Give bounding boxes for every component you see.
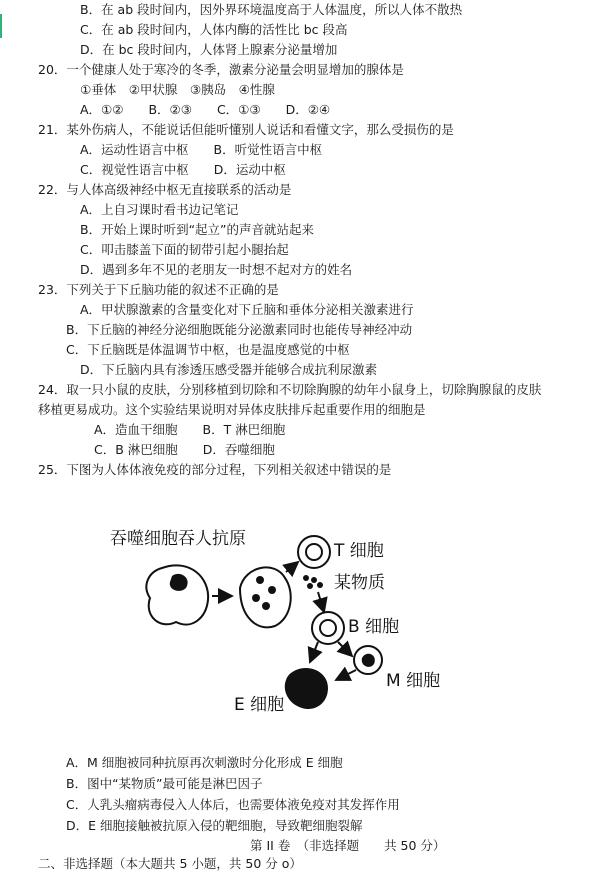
substance-dot-3 [307, 583, 313, 589]
q25-option-a: A．M 细胞被同种抗原再次刺激时分化形成 E 细胞 [66, 755, 343, 770]
t-cell-shape [298, 536, 330, 568]
q20-stem: 20．一个健康人处于寒冷的冬季，激素分泌量会明显增加的腺体是 [38, 62, 404, 77]
q24-options-ab: A．造血干细胞 B．T 淋巴细胞 [94, 422, 286, 437]
q25-option-c: C．人乳头瘤病毒侵入人体后，也需要体液免疫对其发挥作用 [66, 797, 400, 812]
arrow-b-cell-to-e-cell [310, 642, 318, 662]
substance-dot-2 [311, 577, 317, 583]
q23-option-b: B．下丘脑的神经分泌细胞既能分泌激素同时也能传导神经冲动 [66, 322, 413, 337]
t-cell-nucleus [306, 544, 322, 560]
q24-stem-line1: 24．取一只小鼠的皮肤，分别移植到切除和不切除胸腺的幼年小鼠身上，切除胸腺鼠的皮肤 [38, 382, 542, 397]
q20-options: A．①② B．②③ C．①③ D．②④ [80, 102, 331, 117]
arrow-t-cell-to-b-cell [318, 592, 324, 612]
antigen-dot-3 [252, 594, 260, 602]
b-cell-label: B 细胞 [348, 617, 400, 637]
arrow-apc-to-t-cell [286, 562, 298, 572]
part2-section-heading: 二、非选择题（本大题共 5 小题，共 50 分 o） [38, 856, 302, 871]
antigen-presenting-cell-shape [240, 567, 291, 627]
q21-options-cd: C．视觉性语言中枢 D．运动中枢 [80, 162, 286, 177]
q23-option-d: D．下丘脑内具有渗透压感受器并能够合成抗利尿激素 [80, 362, 378, 377]
antigen-dot-2 [268, 586, 276, 594]
q21-stem: 21．某外伤病人，不能说话但能听懂别人说话和看懂文字，那么受损伤的是 [38, 122, 454, 137]
q25-option-b: B．图中“某物质”最可能是淋巴因子 [66, 776, 263, 791]
page-edge-mark [0, 14, 2, 38]
q22-option-b: B．开始上课时听到“起立”的声音就站起来 [80, 222, 315, 237]
antigen-dot-4 [262, 602, 270, 610]
b-cell-nucleus [320, 620, 336, 636]
q19-option-b: B．在 ab 段时间内，因外界环境温度高于人体温度，所以人体不散热 [80, 2, 463, 17]
e-cell-label: E 细胞 [234, 695, 285, 715]
substance-dot-4 [317, 582, 323, 588]
humoral-immunity-diagram [100, 518, 480, 728]
diagram-title-label: 吞噬细胞吞人抗原 [110, 529, 246, 549]
q22-stem: 22．与人体高级神经中枢无直接联系的活动是 [38, 182, 292, 197]
q20-items: ①垂体 ②甲状腺 ③胰岛 ④性腺 [80, 82, 275, 97]
q24-options-cd: C．B 淋巴细胞 D．吞噬细胞 [94, 442, 275, 457]
q24-stem-line2: 移植更易成功。这个实验结果说明对异体皮肤排斥起重要作用的细胞是 [38, 402, 426, 417]
q19-option-d: D．在 bc 段时间内，人体肾上腺素分泌量增加 [80, 42, 338, 57]
q25-stem: 25．下图为人体体液免疫的部分过程，下列相关叙述中错误的是 [38, 462, 392, 477]
q19-option-c: C．在 ab 段时间内，人体内酶的活性比 bc 段高 [80, 22, 348, 37]
m-cell-label: M 细胞 [386, 671, 441, 691]
e-cell-shape [285, 668, 328, 709]
q23-option-a: A．甲状腺激素的含量变化对下丘脑和垂体分泌相关激素进行 [80, 302, 414, 317]
m-cell-nucleus [362, 654, 375, 667]
arrow-b-cell-to-m-cell [338, 642, 352, 656]
q23-option-c: C．下丘脑既是体温调节中枢，也是温度感觉的中枢 [66, 342, 350, 357]
q22-option-d: D．遇到多年不见的老朋友一时想不起对方的姓名 [80, 262, 353, 277]
t-cell-label: T 细胞 [334, 541, 384, 561]
part2-title: 第 II 卷 （非选择题 共 50 分） [250, 838, 446, 853]
q22-option-c: C．叩击膝盖下面的韧带引起小腿抬起 [80, 242, 289, 257]
substance-dot-1 [303, 575, 309, 581]
q25-option-d: D．E 细胞接触被抗原入侵的靶细胞，导致靶细胞裂解 [66, 818, 363, 833]
substance-label: 某物质 [334, 573, 385, 593]
q23-stem: 23．下列关于下丘脑功能的叙述不正确的是 [38, 282, 279, 297]
antigen-dot-1 [256, 576, 264, 584]
antigen-blob-shape [170, 574, 188, 591]
b-cell-shape [312, 612, 344, 644]
q21-options-ab: A．运动性语言中枢 B．听觉性语言中枢 [80, 142, 323, 157]
q22-option-a: A．上自习课时看书边记笔记 [80, 202, 239, 217]
arrow-m-cell-to-e-cell [336, 670, 356, 680]
